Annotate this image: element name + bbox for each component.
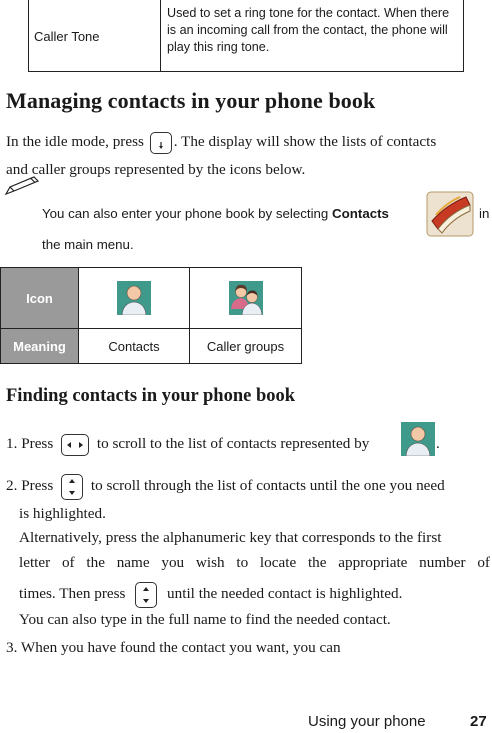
meaning-contacts: Contacts xyxy=(108,338,160,354)
step-2-number: 2. xyxy=(6,477,18,494)
caller-tone-description: Used to set a ring tone for the contact. When there is an incoming call from the contact, the phone will play this ring tone. xyxy=(167,6,450,54)
alt-line-2: letter of the name you wish to locate the appropriate number of xyxy=(19,554,490,571)
note-text xyxy=(42,206,389,221)
up-down-key-icon xyxy=(135,582,157,608)
contact-person-icon xyxy=(117,281,151,315)
table-divider xyxy=(189,268,190,363)
caller-groups-icon xyxy=(229,281,263,315)
note-contacts-bold: Contacts xyxy=(332,206,389,221)
header-icon: Icon xyxy=(1,268,78,328)
caller-groups-icon-cell xyxy=(190,268,301,328)
contacts-icon-cell xyxy=(79,268,189,328)
left-right-key-icon xyxy=(61,434,89,456)
caller-tone-label: Caller Tone xyxy=(29,0,161,72)
alt-line-3a: times. Then press xyxy=(19,585,126,602)
icon-meaning-table xyxy=(0,267,302,364)
header-meaning: Meaning xyxy=(1,329,78,363)
step-1-text-a: Press xyxy=(21,435,54,452)
fullname-line: You can also type in the full name to find the needed contact. xyxy=(19,611,391,628)
intro-text-2: . The display will show the lists of contacts xyxy=(173,133,437,150)
pencil-note-icon xyxy=(4,174,40,196)
step-2-text-a: Press xyxy=(21,477,54,494)
intro-text-1: In the idle mode, press xyxy=(6,133,144,150)
caller-tone-table xyxy=(28,0,464,72)
up-down-key-icon xyxy=(61,474,83,500)
contact-person-icon xyxy=(401,422,435,456)
alt-line-3 xyxy=(19,580,489,608)
step-1-text-b: to scroll to the list of contacts represented by xyxy=(96,435,370,452)
note-text-line2: the main menu. xyxy=(42,237,134,252)
alternative-paragraph xyxy=(19,525,489,550)
footer-section: Using your phone xyxy=(308,713,426,730)
step-3: 3. When you have found the contact you want, you can xyxy=(6,639,341,656)
step-2-text-b: to scroll through the list of contacts until the one you need xyxy=(90,477,445,494)
subsection-title: Finding contacts in your phone book xyxy=(6,386,296,406)
table-divider xyxy=(1,328,301,329)
intro-text-3: and caller groups represented by the icons below. xyxy=(6,161,306,178)
note-text-in: in xyxy=(479,206,490,221)
page-number: 27 xyxy=(470,713,487,730)
step-1-number: 1. xyxy=(6,435,18,452)
step-1-period: . xyxy=(436,435,440,452)
alt-line-1: Alternatively, press the alphanumeric key that corresponds to the first xyxy=(19,529,442,546)
step-2-line2: is highlighted. xyxy=(19,505,106,522)
step-2 xyxy=(6,472,490,500)
section-title: Managing contacts in your phone book xyxy=(6,88,376,113)
note-text-1: You can also enter your phone book by selecting xyxy=(42,206,329,221)
alt-line-3b: until the needed contact is highlighted. xyxy=(167,585,403,602)
phonebook-icon xyxy=(426,191,474,237)
table-divider xyxy=(78,268,79,363)
select-key-icon xyxy=(150,132,172,154)
intro-paragraph xyxy=(6,128,490,184)
meaning-caller-groups: Caller groups xyxy=(206,338,285,354)
